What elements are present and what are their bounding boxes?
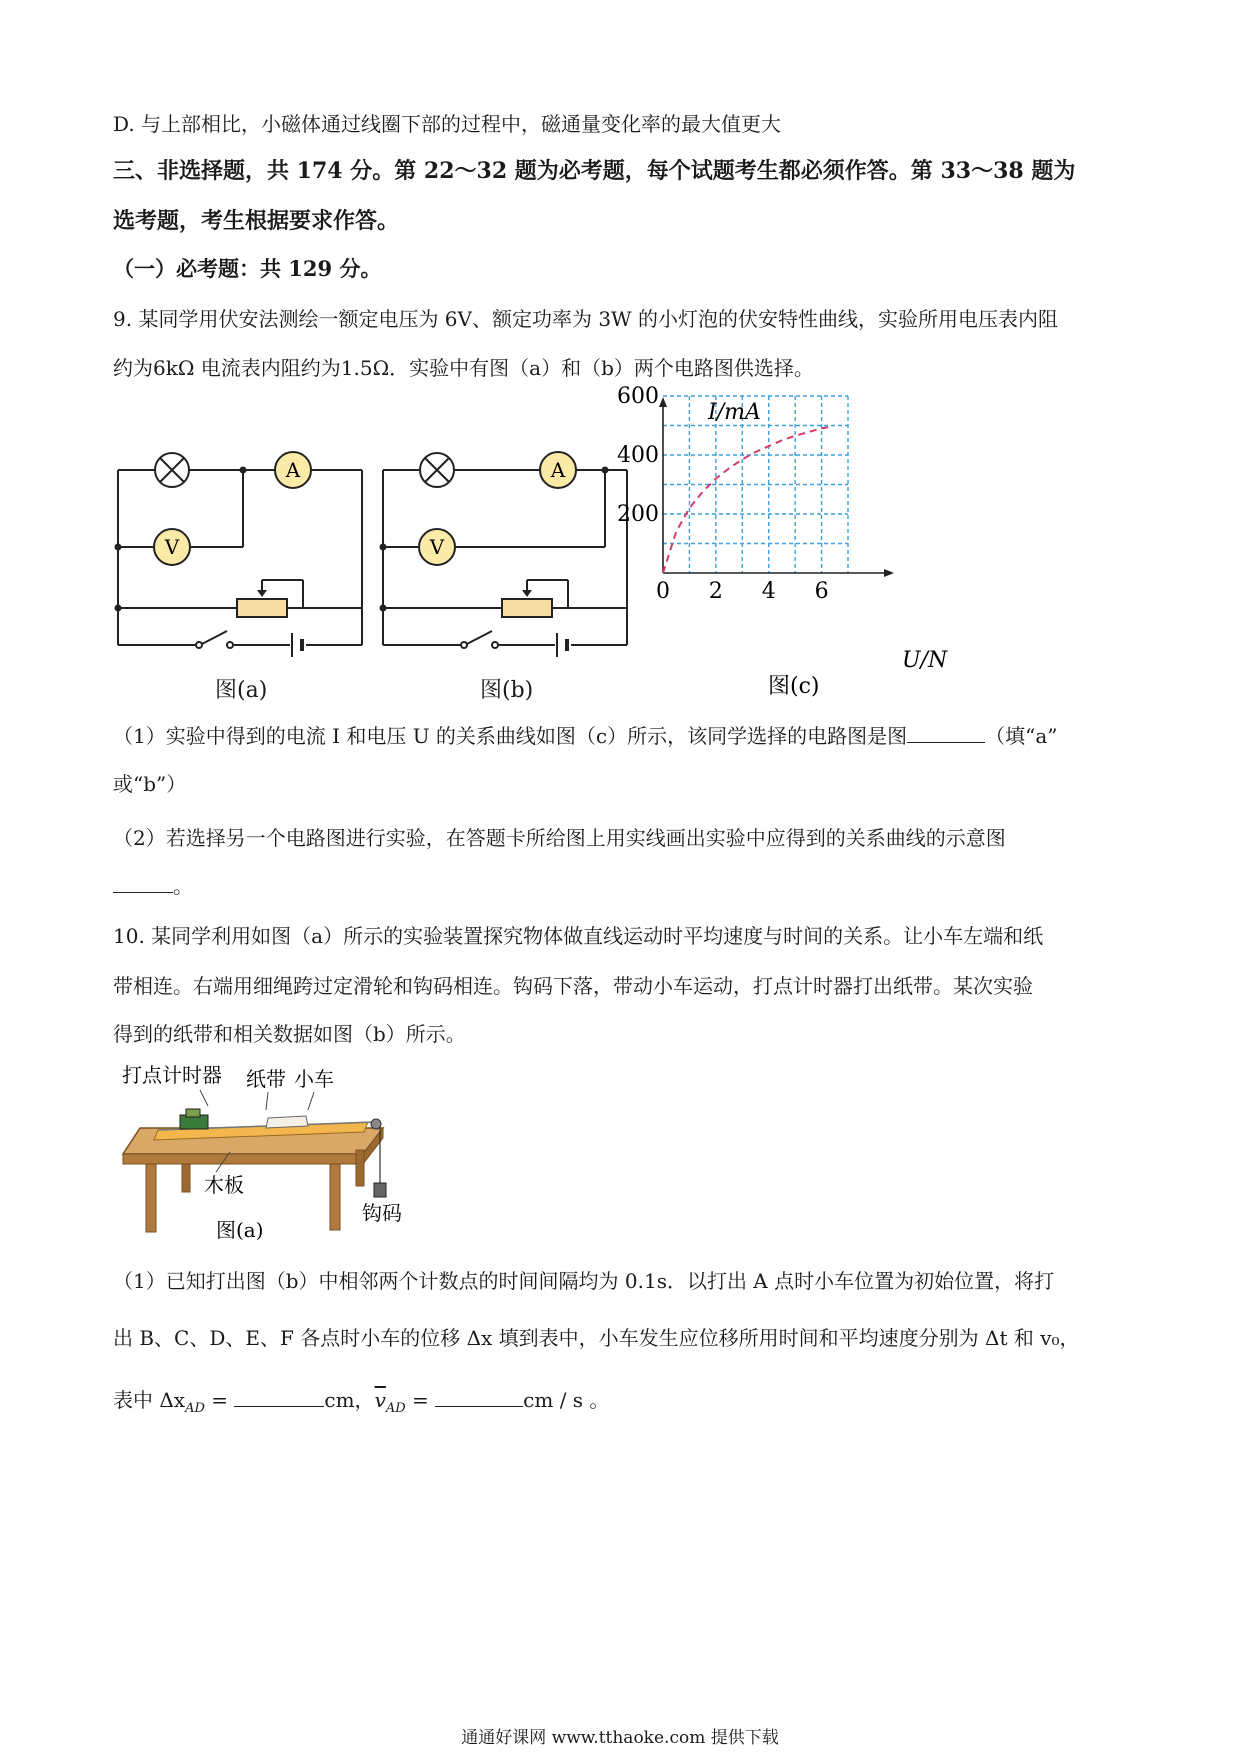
answer-blank[interactable] <box>113 874 173 893</box>
option-d: D. 与上部相比，小磁体通过线圈下部的过程中，磁通量变化率的最大值更大 <box>113 112 782 136</box>
v-bar: $\overline{v}$ <box>374 1388 386 1412</box>
voltmeter-label: V <box>429 535 445 559</box>
q9-part1-text: （1）实验中得到的电流 I 和电压 U 的关系曲线如图（c）所示，该同学选择的电路图是图 <box>113 724 908 748</box>
q10-part1-line-1: （1）已知打出图（b）中相邻两个计数点的时间间隔均为 0.1s．以打出 A 点时小车位置为初始位置，将打 <box>113 1269 1055 1293</box>
x-axis-arrow <box>884 569 894 577</box>
ammeter-label: A <box>285 458 301 482</box>
q10-part1-line-3 <box>113 1384 609 1416</box>
q10-line-3: 得到的纸带和相关数据如图（b）所示。 <box>113 1022 466 1046</box>
q9-part1-line <box>113 720 1058 749</box>
section-3-heading-2: 选考题，考生根据要求作答。 <box>113 208 400 234</box>
y-tick-label: 400 <box>617 443 659 468</box>
q9-part1-line-2: 或“b”） <box>113 772 187 796</box>
lamp-icon <box>420 453 454 487</box>
unit-cms: cm / s 。 <box>523 1388 610 1412</box>
circuit-a-caption: 图(a) <box>215 678 268 703</box>
cart-label: 小车 <box>294 1067 334 1091</box>
q9-part2-end <box>113 870 193 899</box>
footer: 通通好课网 www.tthaoke.com 提供下载 <box>461 1728 779 1748</box>
board-label: 木板 <box>204 1173 244 1197</box>
answer-blank[interactable] <box>435 1388 523 1407</box>
subsection-heading: （一）必考题：共 129 分。 <box>113 256 382 281</box>
subscript: AD <box>185 1401 205 1416</box>
answer-blank[interactable] <box>907 724 985 743</box>
weight-label: 钩码 <box>362 1201 402 1225</box>
equals: = <box>405 1388 436 1412</box>
circuit-b <box>375 440 635 675</box>
circuit-b-caption: 图(b) <box>480 678 534 703</box>
x-axis-label: U/N <box>902 648 948 673</box>
delta-x-label: 表中 Δx <box>113 1388 186 1412</box>
x-tick-label: 0 <box>656 579 670 604</box>
circuit-a <box>110 440 370 675</box>
section-3-heading-1: 三、非选择题，共 174 分。第 22～32 题为必考题，每个试题考生都必须作答。第 33～38 题为 <box>113 158 1076 184</box>
voltmeter-label: V <box>164 535 180 559</box>
x-tick-label: 6 <box>814 579 829 604</box>
subscript: AD <box>385 1401 406 1416</box>
y-tick-label: 600 <box>617 384 659 409</box>
x-tick-label: 2 <box>708 579 723 604</box>
lamp-icon <box>155 453 189 487</box>
q10-line-1: 10. 某同学利用如图（a）所示的实验装置探究物体做直线运动时平均速度与时间的关系。让小车左端和纸 <box>113 924 1044 948</box>
y-tick-label: 200 <box>617 502 659 527</box>
timer-label: 打点计时器 <box>122 1063 222 1087</box>
apparatus-caption: 图(a) <box>216 1218 264 1242</box>
q10-line-2: 带相连。右端用细绳跨过定滑轮和钩码相连。钩码下落，带动小车运动，打点计时器打出纸带。某次实验 <box>113 974 1033 998</box>
y-axis-arrow <box>659 397 667 407</box>
x-tick-label: 4 <box>761 579 776 604</box>
iv-chart <box>617 384 960 705</box>
q9-line-1: 9. 某同学用伏安法测绘一额定电压为 6V、额定功率为 3W 的小灯泡的伏安特性曲线，实验所用电压表内阻 <box>113 307 1058 331</box>
q9-part2-line: （2）若选择另一个电路图进行实验，在答题卡所给图上用实线画出实验中应得到的关系曲线的示意图 <box>113 826 1006 850</box>
answer-blank[interactable] <box>234 1388 324 1407</box>
iv-curve <box>663 427 830 573</box>
period: 。 <box>173 874 193 898</box>
q9-part1-hint: （填“a” <box>985 724 1058 748</box>
chart-caption: 图(c) <box>768 674 820 699</box>
equals: = <box>204 1388 235 1412</box>
q10-part1-line-2: 出 B、C、D、E、F 各点时小车的位移 Δx 填到表中，小车发生应位移所用时间和平均速度分别为 Δt 和 v₀， <box>113 1326 1080 1350</box>
q9-line-2: 约为6kΩ 电流表内阻约为1.5Ω．实验中有图（a）和（b）两个电路图供选择。 <box>113 356 814 380</box>
apparatus-figure <box>118 1060 418 1245</box>
ammeter-label: A <box>550 458 566 482</box>
y-axis-label: I/mA <box>708 400 761 425</box>
tape-label: 纸带 <box>246 1067 286 1091</box>
unit-cm: cm， <box>324 1388 375 1412</box>
